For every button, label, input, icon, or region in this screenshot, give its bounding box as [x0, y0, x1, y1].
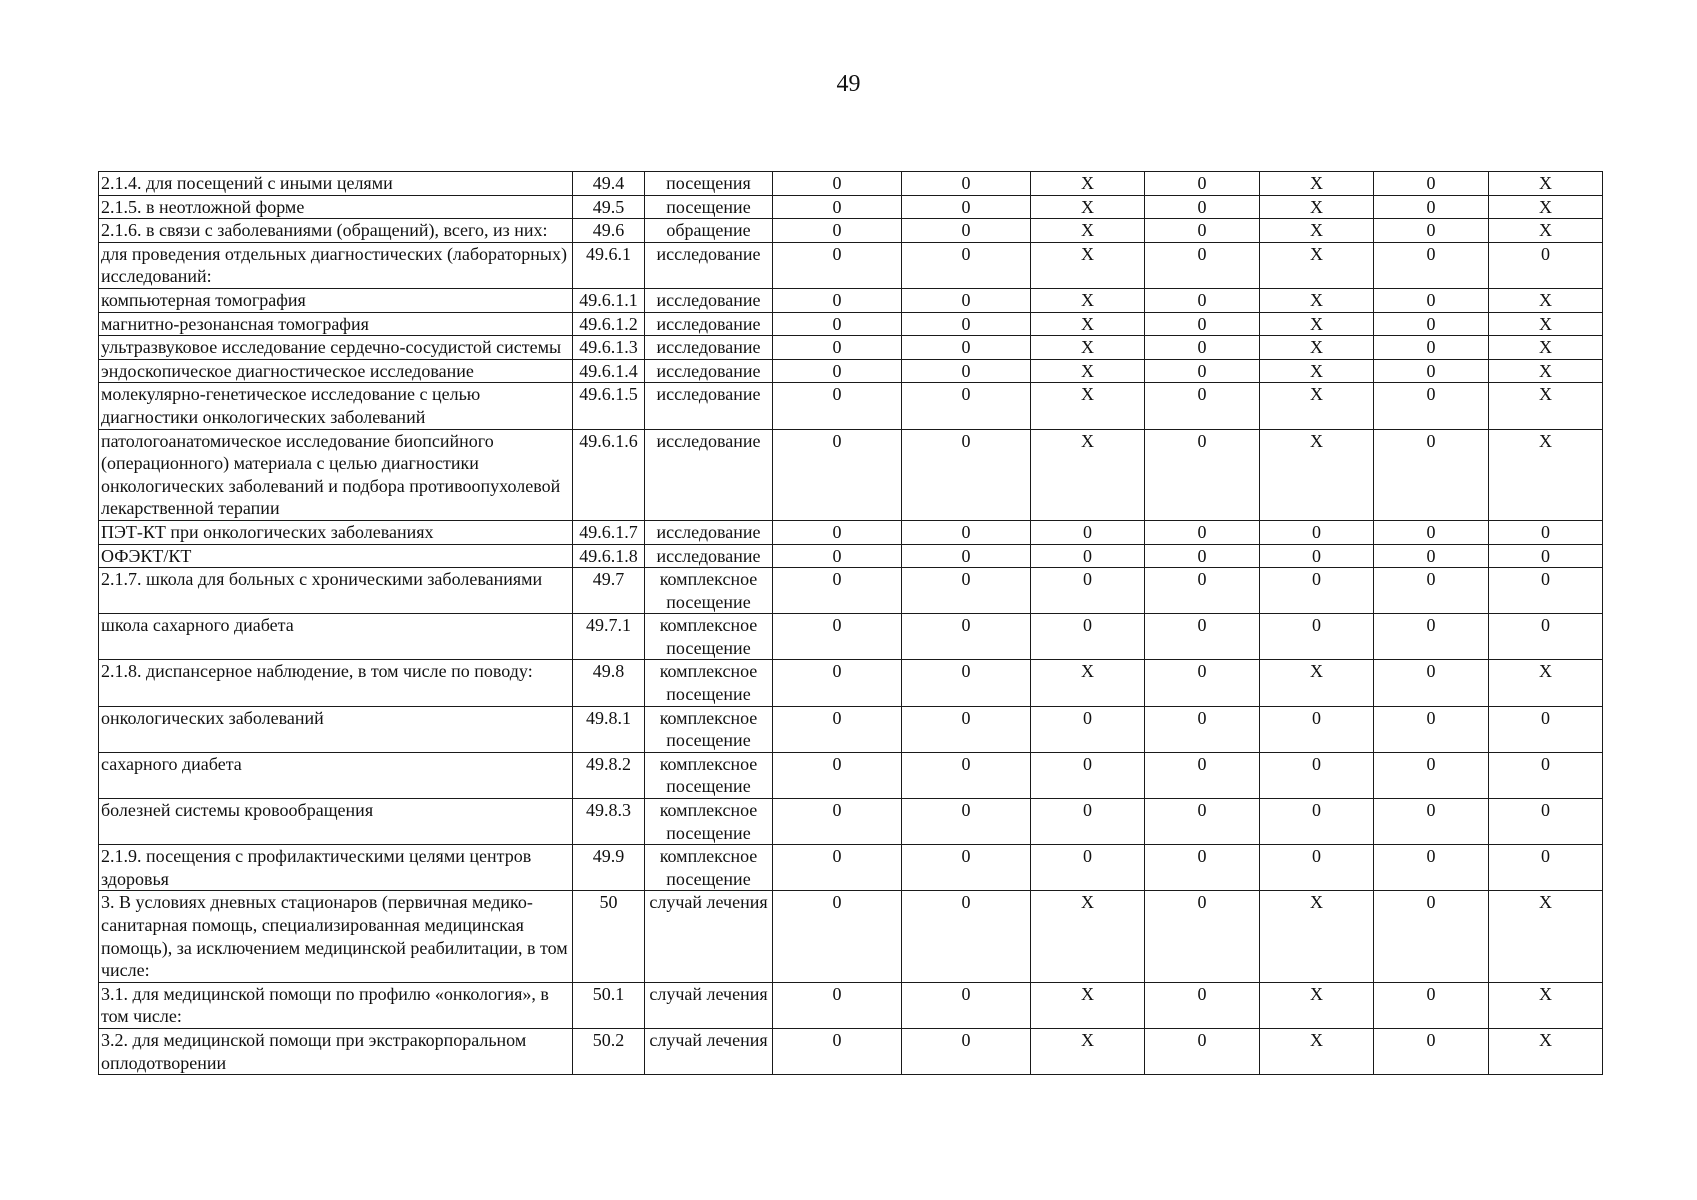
- table-row: [99, 1028, 1603, 1074]
- row-value: 0: [773, 195, 902, 219]
- row-name: ОФЭКТ/КТ: [99, 544, 573, 568]
- row-value: X: [1489, 982, 1603, 1028]
- row-value: 0: [1145, 359, 1260, 383]
- row-code: 49.9: [573, 845, 645, 891]
- row-value: 0: [902, 242, 1031, 288]
- row-unit: исследование: [645, 520, 773, 544]
- row-value: 0: [773, 312, 902, 336]
- table-row: [99, 336, 1603, 360]
- row-value: 0: [773, 706, 902, 752]
- row-value: 0: [1489, 799, 1603, 845]
- row-value: 0: [1374, 614, 1489, 660]
- row-code: 49.8.1: [573, 706, 645, 752]
- row-value: 0: [1489, 614, 1603, 660]
- row-name: магнитно-резонансная томография: [99, 312, 573, 336]
- row-value: 0: [1031, 544, 1145, 568]
- row-code: 49.7: [573, 568, 645, 614]
- row-value: 0: [1489, 520, 1603, 544]
- row-code: 49.7.1: [573, 614, 645, 660]
- row-value: 0: [1145, 195, 1260, 219]
- row-code: 50: [573, 891, 645, 982]
- row-value: 0: [1489, 568, 1603, 614]
- row-value: X: [1260, 359, 1374, 383]
- row-code: 49.5: [573, 195, 645, 219]
- table-row: [99, 568, 1603, 614]
- row-value: 0: [1260, 568, 1374, 614]
- row-value: X: [1260, 172, 1374, 196]
- row-value: X: [1489, 359, 1603, 383]
- row-value: 0: [902, 891, 1031, 982]
- row-unit: комплексное посещение: [645, 752, 773, 798]
- row-value: 0: [1145, 312, 1260, 336]
- table-row: [99, 891, 1603, 982]
- row-value: 0: [1145, 845, 1260, 891]
- row-unit: случай лечения: [645, 1028, 773, 1074]
- row-value: 0: [1145, 336, 1260, 360]
- row-value: 0: [773, 288, 902, 312]
- row-value: 0: [1260, 706, 1374, 752]
- row-name: 2.1.5. в неотложной форме: [99, 195, 573, 219]
- row-value: 0: [1260, 799, 1374, 845]
- row-value: 0: [1374, 544, 1489, 568]
- row-value: 0: [902, 312, 1031, 336]
- row-value: 0: [1489, 242, 1603, 288]
- row-name: онкологических заболеваний: [99, 706, 573, 752]
- row-value: 0: [1374, 288, 1489, 312]
- row-value: X: [1260, 660, 1374, 706]
- row-value: 0: [902, 429, 1031, 520]
- row-name: ПЭТ-КТ при онкологических заболеваниях: [99, 520, 573, 544]
- row-unit: комплексное посещение: [645, 799, 773, 845]
- row-unit: исследование: [645, 383, 773, 429]
- row-value: X: [1260, 891, 1374, 982]
- row-name: 2.1.7. школа для больных с хроническими заболеваниями: [99, 568, 573, 614]
- row-code: 49.6.1.7: [573, 520, 645, 544]
- row-value: 0: [1145, 891, 1260, 982]
- row-unit: исследование: [645, 429, 773, 520]
- row-name: 2.1.8. диспансерное наблюдение, в том числе по поводу:: [99, 660, 573, 706]
- row-name: эндоскопическое диагностическое исследование: [99, 359, 573, 383]
- row-value: X: [1489, 219, 1603, 243]
- row-value: 0: [1260, 520, 1374, 544]
- row-value: 0: [902, 336, 1031, 360]
- row-value: 0: [1489, 706, 1603, 752]
- row-value: 0: [773, 383, 902, 429]
- row-value: 0: [1145, 752, 1260, 798]
- table-row: [99, 359, 1603, 383]
- row-name: молекулярно-генетическое исследование с целью диагностики онкологических заболеваний: [99, 383, 573, 429]
- row-value: X: [1031, 336, 1145, 360]
- row-value: 0: [1145, 544, 1260, 568]
- row-code: 49.6.1.6: [573, 429, 645, 520]
- row-value: 0: [1145, 172, 1260, 196]
- row-value: 0: [1145, 383, 1260, 429]
- row-value: 0: [1374, 242, 1489, 288]
- row-value: 0: [902, 1028, 1031, 1074]
- row-value: 0: [1260, 752, 1374, 798]
- row-unit: обращение: [645, 219, 773, 243]
- table-row: [99, 520, 1603, 544]
- row-value: X: [1031, 982, 1145, 1028]
- row-unit: исследование: [645, 336, 773, 360]
- row-value: 0: [1260, 614, 1374, 660]
- row-value: X: [1489, 891, 1603, 982]
- row-value: 0: [1145, 1028, 1260, 1074]
- row-value: 0: [1260, 845, 1374, 891]
- row-value: X: [1489, 429, 1603, 520]
- row-name: школа сахарного диабета: [99, 614, 573, 660]
- row-name: 3. В условиях дневных стационаров (первичная медико-санитарная помощь, специализированная медицинская помощь), за исключением медицинской реабилитации, в том числе:: [99, 891, 573, 982]
- table-row: [99, 614, 1603, 660]
- row-value: 0: [773, 219, 902, 243]
- row-value: 0: [1145, 614, 1260, 660]
- row-value: 0: [1031, 568, 1145, 614]
- row-value: X: [1031, 359, 1145, 383]
- table-row: [99, 660, 1603, 706]
- row-value: X: [1031, 219, 1145, 243]
- row-value: X: [1260, 383, 1374, 429]
- row-value: 0: [773, 242, 902, 288]
- table-body: [99, 172, 1603, 1075]
- row-value: 0: [773, 799, 902, 845]
- row-value: 0: [902, 195, 1031, 219]
- row-value: 0: [1260, 544, 1374, 568]
- row-unit: комплексное посещение: [645, 706, 773, 752]
- row-value: 0: [1374, 219, 1489, 243]
- row-value: X: [1489, 336, 1603, 360]
- row-value: 0: [1031, 520, 1145, 544]
- row-value: 0: [1145, 568, 1260, 614]
- row-value: 0: [1374, 336, 1489, 360]
- row-value: 0: [1031, 706, 1145, 752]
- row-name: 2.1.9. посещения с профилактическими целями центров здоровья: [99, 845, 573, 891]
- row-name: 3.2. для медицинской помощи при экстракорпоральном оплодотворении: [99, 1028, 573, 1074]
- table-row: [99, 172, 1603, 196]
- row-value: 0: [1374, 982, 1489, 1028]
- row-value: X: [1489, 195, 1603, 219]
- table-row: [99, 288, 1603, 312]
- row-value: 0: [1374, 706, 1489, 752]
- row-value: X: [1489, 172, 1603, 196]
- table-row: [99, 195, 1603, 219]
- row-value: 0: [902, 219, 1031, 243]
- row-code: 49.8: [573, 660, 645, 706]
- row-code: 50.1: [573, 982, 645, 1028]
- row-value: 0: [1489, 845, 1603, 891]
- table-row: [99, 845, 1603, 891]
- row-value: 0: [1374, 429, 1489, 520]
- row-unit: исследование: [645, 288, 773, 312]
- row-code: 49.8.3: [573, 799, 645, 845]
- row-unit: исследование: [645, 544, 773, 568]
- table-row: [99, 219, 1603, 243]
- row-value: 0: [1374, 891, 1489, 982]
- row-name: болезней системы кровообращения: [99, 799, 573, 845]
- row-value: 0: [1145, 706, 1260, 752]
- row-name: ультразвуковое исследование сердечно-сосудистой системы: [99, 336, 573, 360]
- row-unit: посещение: [645, 195, 773, 219]
- row-value: 0: [902, 383, 1031, 429]
- row-value: 0: [1031, 845, 1145, 891]
- row-value: X: [1031, 891, 1145, 982]
- row-value: 0: [1374, 172, 1489, 196]
- row-value: X: [1260, 336, 1374, 360]
- row-name: компьютерная томография: [99, 288, 573, 312]
- row-value: 0: [902, 982, 1031, 1028]
- row-value: X: [1031, 429, 1145, 520]
- row-value: X: [1031, 195, 1145, 219]
- row-unit: посещения: [645, 172, 773, 196]
- table-row: [99, 799, 1603, 845]
- row-value: 0: [1489, 544, 1603, 568]
- row-name: сахарного диабета: [99, 752, 573, 798]
- row-value: 0: [902, 172, 1031, 196]
- row-unit: исследование: [645, 312, 773, 336]
- row-value: 0: [902, 799, 1031, 845]
- row-unit: исследование: [645, 242, 773, 288]
- row-value: X: [1031, 660, 1145, 706]
- row-value: 0: [902, 660, 1031, 706]
- row-code: 49.6.1.3: [573, 336, 645, 360]
- row-unit: случай лечения: [645, 982, 773, 1028]
- row-value: X: [1260, 1028, 1374, 1074]
- row-value: 0: [1145, 660, 1260, 706]
- row-value: X: [1489, 288, 1603, 312]
- row-name: 3.1. для медицинской помощи по профилю «онкология», в том числе:: [99, 982, 573, 1028]
- table-row: [99, 383, 1603, 429]
- row-value: X: [1031, 312, 1145, 336]
- row-code: 49.6: [573, 219, 645, 243]
- row-value: X: [1260, 982, 1374, 1028]
- page-number: 49: [836, 71, 861, 97]
- row-value: 0: [773, 614, 902, 660]
- row-unit: комплексное посещение: [645, 845, 773, 891]
- row-value: 0: [773, 429, 902, 520]
- table-row: [99, 706, 1603, 752]
- row-unit: комплексное посещение: [645, 568, 773, 614]
- row-value: 0: [1374, 799, 1489, 845]
- table-row: [99, 429, 1603, 520]
- table-row: [99, 242, 1603, 288]
- row-value: X: [1031, 1028, 1145, 1074]
- row-value: 0: [1374, 195, 1489, 219]
- row-unit: комплексное посещение: [645, 614, 773, 660]
- row-value: 0: [1489, 752, 1603, 798]
- row-value: X: [1260, 312, 1374, 336]
- row-value: 0: [773, 752, 902, 798]
- row-value: 0: [1374, 752, 1489, 798]
- row-value: 0: [1145, 799, 1260, 845]
- row-value: X: [1031, 172, 1145, 196]
- row-code: 49.6.1.1: [573, 288, 645, 312]
- row-name: 2.1.4. для посещений с иными целями: [99, 172, 573, 196]
- row-value: X: [1031, 242, 1145, 288]
- row-value: 0: [1374, 660, 1489, 706]
- row-value: X: [1031, 288, 1145, 312]
- row-value: 0: [902, 359, 1031, 383]
- row-value: 0: [1145, 288, 1260, 312]
- row-code: 49.6.1.4: [573, 359, 645, 383]
- table-row: [99, 312, 1603, 336]
- row-code: 49.6.1.2: [573, 312, 645, 336]
- row-unit: комплексное посещение: [645, 660, 773, 706]
- table-row: [99, 752, 1603, 798]
- row-value: 0: [902, 752, 1031, 798]
- row-value: 0: [773, 568, 902, 614]
- row-value: 0: [1374, 312, 1489, 336]
- row-value: 0: [773, 172, 902, 196]
- row-value: 0: [902, 568, 1031, 614]
- row-value: 0: [773, 660, 902, 706]
- row-value: 0: [902, 288, 1031, 312]
- row-name: патологоанатомическое исследование биопсийного (операционного) материала с целью диагностики онкологических заболеваний и подбора противоопухолевой лекарственной терапии: [99, 429, 573, 520]
- row-value: 0: [1374, 383, 1489, 429]
- row-unit: случай лечения: [645, 891, 773, 982]
- row-code: 50.2: [573, 1028, 645, 1074]
- row-value: 0: [902, 520, 1031, 544]
- row-name: 2.1.6. в связи с заболеваниями (обращений), всего, из них:: [99, 219, 573, 243]
- row-value: 0: [1374, 845, 1489, 891]
- row-value: 0: [1145, 219, 1260, 243]
- row-value: 0: [773, 1028, 902, 1074]
- row-value: X: [1260, 195, 1374, 219]
- row-code: 49.6.1.5: [573, 383, 645, 429]
- row-value: 0: [1145, 429, 1260, 520]
- row-value: 0: [902, 544, 1031, 568]
- row-value: X: [1489, 312, 1603, 336]
- table-row: [99, 544, 1603, 568]
- row-value: 0: [1031, 752, 1145, 798]
- row-value: 0: [1374, 520, 1489, 544]
- row-value: 0: [902, 845, 1031, 891]
- row-value: 0: [773, 982, 902, 1028]
- row-value: X: [1260, 219, 1374, 243]
- data-table: [98, 171, 1603, 1075]
- row-value: X: [1260, 242, 1374, 288]
- row-name: для проведения отдельных диагностических (лабораторных) исследований:: [99, 242, 573, 288]
- row-value: X: [1489, 1028, 1603, 1074]
- row-value: 0: [1374, 568, 1489, 614]
- row-code: 49.6.1.8: [573, 544, 645, 568]
- row-value: 0: [773, 891, 902, 982]
- row-value: X: [1260, 429, 1374, 520]
- row-value: X: [1031, 383, 1145, 429]
- row-code: 49.4: [573, 172, 645, 196]
- row-value: X: [1489, 660, 1603, 706]
- row-value: 0: [1374, 1028, 1489, 1074]
- row-value: 0: [1031, 614, 1145, 660]
- row-code: 49.6.1: [573, 242, 645, 288]
- row-value: X: [1260, 288, 1374, 312]
- row-value: 0: [773, 336, 902, 360]
- row-value: 0: [773, 845, 902, 891]
- row-value: 0: [1145, 242, 1260, 288]
- row-value: 0: [773, 520, 902, 544]
- row-value: 0: [1374, 359, 1489, 383]
- row-value: 0: [902, 706, 1031, 752]
- row-value: 0: [773, 359, 902, 383]
- table-row: [99, 982, 1603, 1028]
- row-unit: исследование: [645, 359, 773, 383]
- row-value: X: [1489, 383, 1603, 429]
- row-value: 0: [773, 544, 902, 568]
- row-value: 0: [1145, 982, 1260, 1028]
- row-value: 0: [1031, 799, 1145, 845]
- row-value: 0: [902, 614, 1031, 660]
- row-code: 49.8.2: [573, 752, 645, 798]
- row-value: 0: [1145, 520, 1260, 544]
